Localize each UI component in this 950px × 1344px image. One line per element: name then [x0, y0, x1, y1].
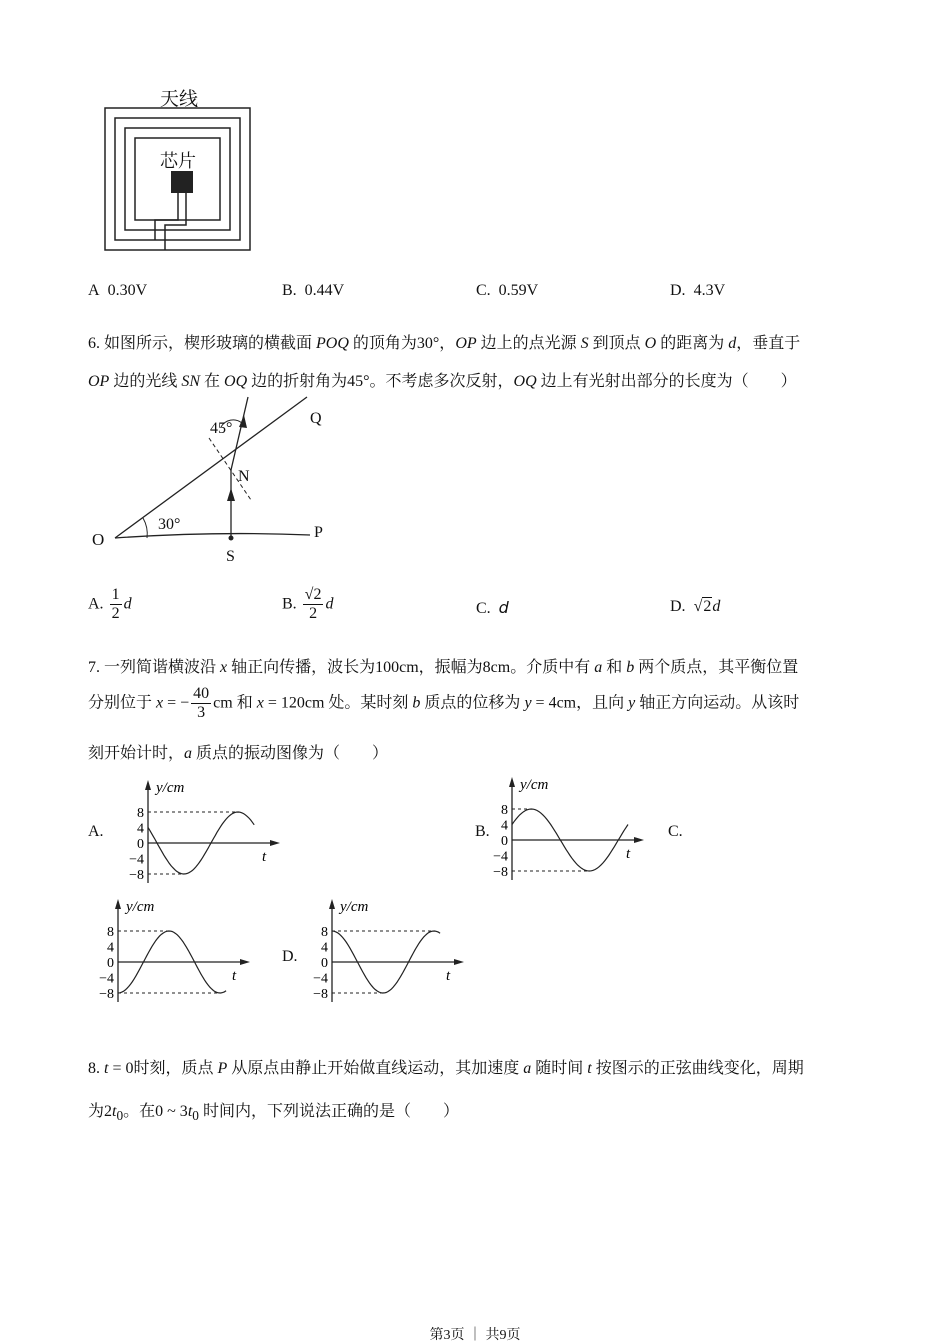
q8-stem-line2: 为$2t_0$。在0 ~ $3t_0$ 时间内，下列说法正确的是（ ）	[88, 1103, 459, 1124]
y-tick-label: −8	[313, 987, 328, 1002]
t-axis-label: t	[232, 968, 237, 984]
q6-option-a[interactable]: A. $\frac{1}{2}$ d	[88, 586, 132, 623]
option-text: 0.30V	[107, 282, 148, 299]
y-tick-label: 0	[321, 956, 328, 971]
y-axis-arrow	[145, 780, 151, 790]
option-label: D.	[670, 282, 686, 299]
q7-option-d[interactable]: D.	[282, 948, 298, 965]
y-tick-label: −4	[313, 971, 328, 987]
t-axis-arrow	[454, 959, 464, 965]
t-axis-label: t	[262, 849, 267, 865]
q5-option-a[interactable]	[88, 282, 147, 300]
antenna-label: 天线	[160, 89, 199, 110]
y-tick-label: 4	[107, 940, 114, 956]
y-tick-label: −8	[129, 868, 144, 883]
option-text: 0.44V	[304, 282, 345, 299]
point-s-label: S	[226, 548, 235, 565]
angle-30-label: 30°	[158, 516, 181, 533]
y-tick-label: 0	[107, 956, 114, 971]
t-axis-label: t	[626, 846, 631, 862]
y-tick-label: −4	[493, 849, 508, 865]
t-axis-arrow	[634, 837, 644, 843]
option-label: C.	[476, 282, 491, 299]
y-axis-arrow	[509, 777, 515, 787]
y-tick-label: −8	[99, 987, 114, 1002]
option-text: 0.59V	[498, 282, 539, 299]
point-q-label: Q	[310, 410, 322, 427]
option-text: 4.3V	[693, 282, 726, 299]
y-tick-label: −4	[129, 852, 144, 868]
q6-option-b[interactable]: B. $\frac{√2}{2}$ d	[282, 586, 334, 623]
q6-stem-line1: 6. 如图所示，楔形玻璃的横截面 POQ 的顶角为30°，OP 边上的点光源 S 到顶点 O 的距离为 d，垂直于	[88, 335, 801, 352]
y-tick-label: 8	[107, 925, 114, 940]
y-tick-label: 8	[137, 806, 144, 821]
y-tick-label: −8	[493, 865, 508, 880]
y-tick-label: 0	[137, 837, 144, 852]
y-tick-label: 4	[501, 818, 508, 834]
q7-stem-line1: 7. 一列简谐横波沿 x 轴正向传播，波长为100cm，振幅为8cm。介质中有 a 和 b 两个质点，其平衡位置	[88, 659, 799, 676]
page-footer: 第3页 ｜ 共9页	[429, 1328, 521, 1343]
q7-stem-line3: 刻开始计时，a 质点的振动图像为（ ）	[88, 745, 389, 762]
t-axis-arrow	[240, 959, 250, 965]
chip-label: 芯片	[160, 151, 196, 171]
t-axis-arrow	[270, 840, 280, 846]
point-o-label: O	[92, 530, 105, 549]
t-axis-label: t	[446, 968, 451, 984]
q6-stem-line2: OP 边的光线 SN 在 OQ 边的折射角为45°。不考虑多次反射，OQ 边上有光射出部分的长度为（ ）	[88, 373, 797, 390]
angle-45-label: 45°	[210, 420, 233, 437]
y-axis-label: y/cm	[156, 780, 185, 796]
graph-option-a	[108, 778, 298, 908]
y-tick-label: 0	[501, 834, 508, 849]
option-label: A	[88, 282, 100, 299]
q5-option-c[interactable]	[476, 282, 538, 300]
y-axis-arrow	[115, 899, 121, 909]
q7-stem-line2: 分别位于 x = − $\frac{40}{3}$ cm 和 x = 120cm 处。某时刻 b 质点的位移为 y = 4cm，且向 y 轴正方向运动。从该时	[88, 685, 800, 722]
q6-option-d[interactable]: D. √2d	[670, 598, 721, 615]
y-axis-label: y/cm	[520, 777, 549, 793]
y-axis-label: y/cm	[126, 899, 155, 915]
graph-option-b	[472, 775, 662, 905]
q8-stem-line1: 8. t = 0时刻，质点 P 从原点由静止开始做直线运动，其加速度 a 随时间 t 按图示的正弦曲线变化，周期	[88, 1060, 804, 1077]
q7-option-c[interactable]: C.	[668, 823, 683, 840]
q7-option-b[interactable]: B.	[475, 823, 490, 840]
y-tick-label: 8	[501, 803, 508, 818]
y-tick-label: −4	[99, 971, 114, 987]
y-axis-arrow	[329, 899, 335, 909]
y-tick-label: 4	[137, 821, 144, 837]
graph-option-c	[78, 897, 268, 1027]
option-label: B.	[282, 282, 297, 299]
q6-option-c[interactable]: C. d	[476, 598, 509, 617]
q5-option-b[interactable]	[282, 282, 344, 300]
point-p-label: P	[314, 524, 323, 541]
graph-option-d	[292, 897, 482, 1027]
y-axis-label: y/cm	[340, 899, 369, 915]
q7-option-a[interactable]: A.	[88, 823, 104, 840]
q5-option-d[interactable]	[670, 282, 725, 300]
y-tick-label: 8	[321, 925, 328, 940]
y-tick-label: 4	[321, 940, 328, 956]
point-n-label: N	[238, 468, 250, 485]
